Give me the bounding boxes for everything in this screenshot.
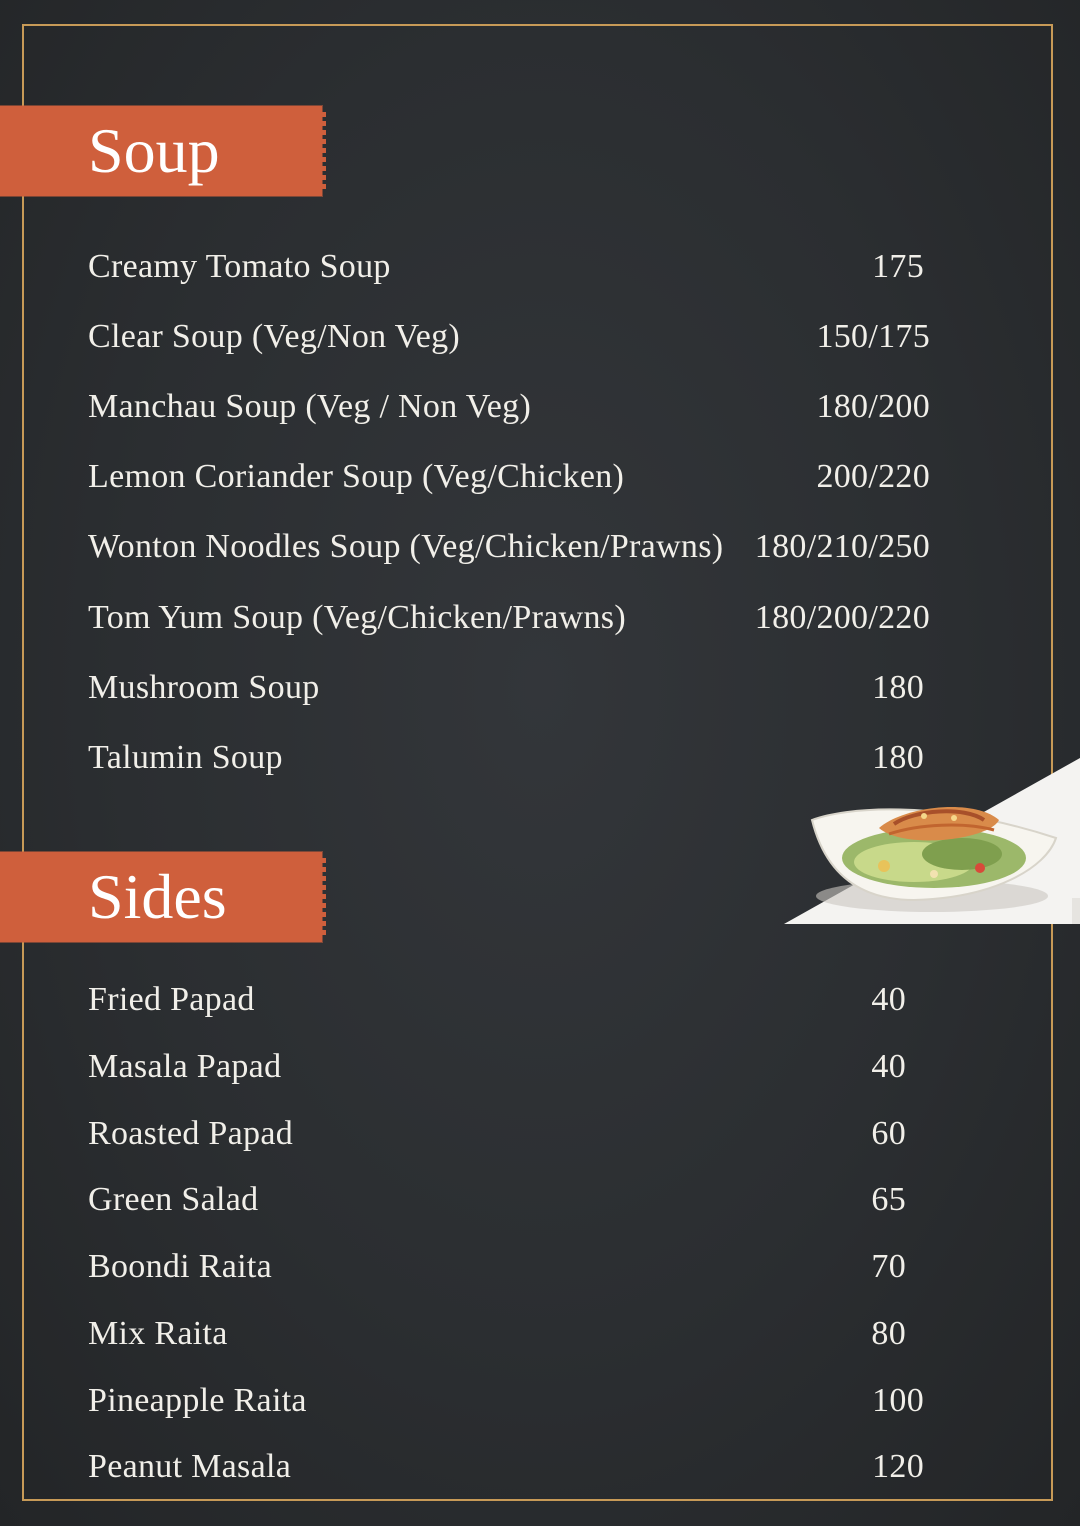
soup-section-title: Soup [88, 115, 220, 186]
item-name: Mushroom Soup [88, 669, 320, 706]
menu-item [88, 1112, 930, 1156]
item-name: Fried Papad [88, 981, 255, 1018]
menu-item [88, 1245, 930, 1289]
menu-item [88, 455, 930, 499]
item-price: 80 [871, 1315, 906, 1352]
item-name: Green Salad [88, 1181, 259, 1218]
item-name: Wonton Noodles Soup (Veg/Chicken/Prawns) [88, 528, 724, 565]
menu-item [88, 385, 930, 429]
item-price: 65 [871, 1181, 906, 1218]
item-price: 180/200/220 [754, 599, 930, 636]
item-name: Masala Papad [88, 1048, 282, 1085]
soup-section-banner [0, 106, 322, 196]
menu-item [88, 245, 930, 289]
item-name: Clear Soup (Veg/Non Veg) [88, 318, 461, 355]
item-price: 180 [872, 739, 924, 776]
item-price: 180/210/250 [754, 528, 930, 565]
item-name: Tom Yum Soup (Veg/Chicken/Prawns) [88, 599, 626, 636]
item-name: Creamy Tomato Soup [88, 248, 391, 285]
salad-plate-image [784, 758, 1080, 924]
sides-section-title: Sides [88, 861, 227, 932]
item-price: 40 [871, 981, 906, 1018]
item-name: Mix Raita [88, 1315, 228, 1352]
menu-item [88, 525, 930, 569]
menu-item [88, 978, 930, 1022]
menu-item [88, 1445, 930, 1489]
item-name: Roasted Papad [88, 1115, 294, 1152]
item-price: 150/175 [816, 318, 930, 355]
menu-item [88, 666, 930, 710]
menu-item [88, 1312, 930, 1356]
item-price: 120 [872, 1448, 924, 1485]
menu-item [88, 1178, 930, 1222]
item-price: 175 [872, 248, 924, 285]
sides-section-banner [0, 852, 322, 942]
item-price: 100 [872, 1382, 924, 1419]
item-name: Boondi Raita [88, 1248, 272, 1285]
item-name: Peanut Masala [88, 1448, 292, 1485]
item-price: 180 [872, 669, 924, 706]
menu-item [88, 1045, 930, 1089]
item-price: 70 [871, 1248, 906, 1285]
item-name: Pineapple Raita [88, 1382, 307, 1419]
item-name: Lemon Coriander Soup (Veg/Chicken) [88, 458, 625, 495]
item-name: Talumin Soup [88, 739, 283, 776]
menu-item [88, 596, 930, 640]
menu-item [88, 315, 930, 359]
item-price: 200/220 [816, 458, 930, 495]
menu-item [88, 1379, 930, 1423]
item-price: 60 [871, 1115, 906, 1152]
item-price: 180/200 [816, 388, 930, 425]
item-name: Manchau Soup (Veg / Non Veg) [88, 388, 532, 425]
item-price: 40 [871, 1048, 906, 1085]
